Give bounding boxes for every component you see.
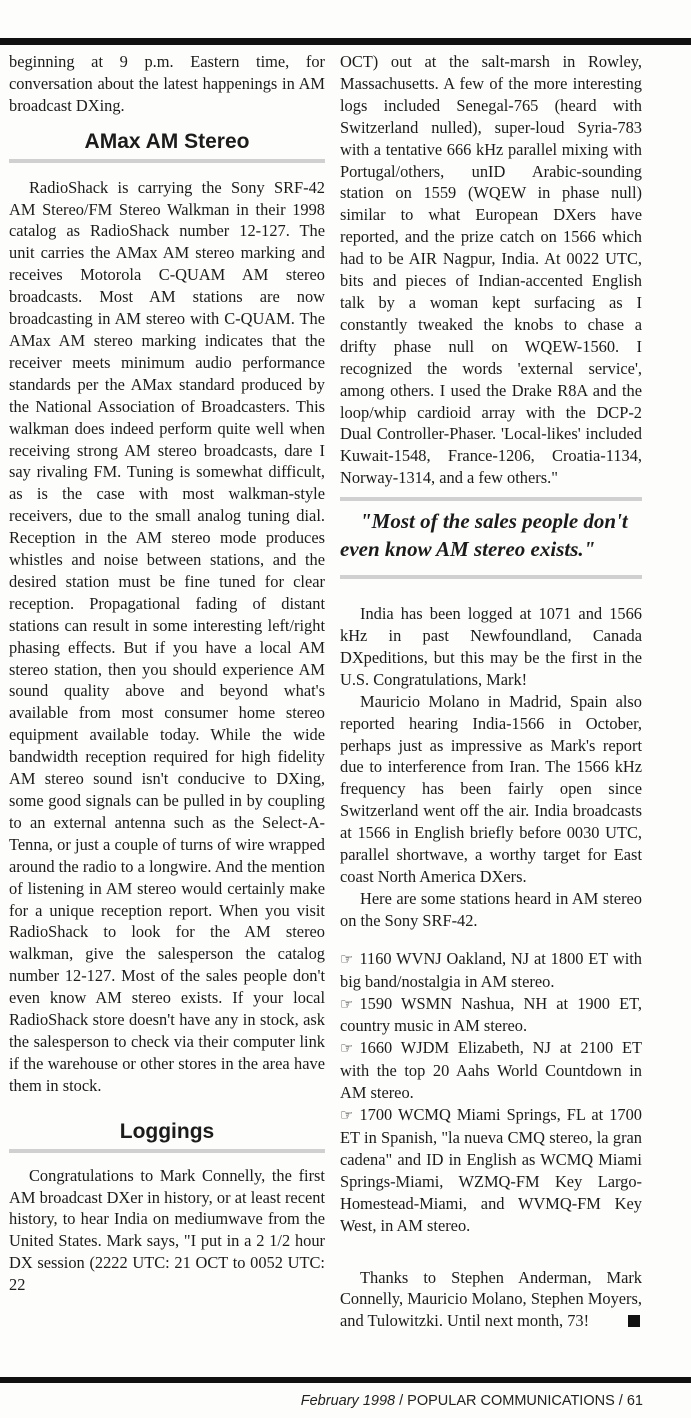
footer-issue-date: February 1998	[300, 1393, 396, 1409]
pull-quote: "Most of the sales people don't even know AM stereo exists."	[340, 509, 628, 562]
right-column	[340, 51, 642, 1332]
molano-paragraph: Mauricio Molano in Madrid, Spain also reported hearing India-1566 in October, perhaps just as impressive as Mark's report due to interference from Iran. The 1566 kHz frequency has been fairly open since Switzerland went off the air. India broadcasts at 1566 in English briefly before 0030 UTC, parallel shortwave, a worthy target for East coast North America DXers.	[340, 691, 642, 886]
footer-publication: POPULAR COMMUNICATIONS	[407, 1393, 615, 1409]
top-rule	[0, 38, 691, 45]
station-item: ☞ 1660 WJDM Elizabeth, NJ at 2100 ET with the top 20 Aahs World Countdown in AM stereo.	[340, 1038, 642, 1103]
heading-underline	[9, 1149, 325, 1153]
pull-quote-bottom-rule	[340, 575, 642, 579]
india-paragraph: India has been logged at 1071 and 1566 kHz in past Newfoundland, Canada DXpeditions, but this may be the first in the U.S. Congratulations, Mark!	[340, 604, 642, 689]
heading-loggings: Loggings	[119, 1119, 215, 1143]
loggings-paragraph: Congratulations to Mark Connelly, the first AM broadcast DXer in history, or at least recent history, to hear India on mediumwave from the United States. Mark says, "I put in a 2 1/2 hour DX session (2222 UTC: 21 OCT to 0052 UTC: 22	[9, 1165, 325, 1295]
heading-amax-am-stereo: AMax AM Stereo	[84, 129, 250, 153]
black-square-icon	[628, 1315, 640, 1327]
intro-paragraph: beginning at 9 p.m. Eastern time, for conversation about the latest happenings in AM broadcast DXing.	[9, 52, 325, 115]
station-item: ☞ 1590 WSMN Nashua, NH at 1900 ET, country music in AM stereo.	[340, 993, 642, 1036]
footer-page-number: 61	[626, 1393, 643, 1409]
pointing-hand-icon: ☞	[340, 949, 354, 968]
left-column	[9, 51, 325, 1296]
bottom-rule	[0, 1377, 691, 1383]
pointing-hand-icon: ☞	[340, 1039, 354, 1058]
stations-intro-paragraph: Here are some stations heard in AM stereo on the Sony SRF-42.	[340, 888, 642, 930]
station-item: ☞ 1700 WCMQ Miami Springs, FL at 1700 ET in Spanish, "la nueva CMQ stereo, la gran cadena" and ID in English as WCMQ Miami Springs-Miami, WZMQ-FM Key Largo-Homestead-Miami, and WVMQ-FM Key West, in AM stereo.	[340, 1105, 642, 1235]
pull-quote-top-rule	[340, 497, 642, 501]
pointing-hand-icon: ☞	[340, 1106, 354, 1125]
amax-section-paragraph: RadioShack is carrying the Sony SRF-42 AM Stereo/FM Stereo Walkman in their 1998 catalog as RadioShack number 12-127. The unit carries the AMax AM stereo marking and receives Motorola C-QUAM AM stereo broadcasts. Most AM stations are now broadcasting in AM stereo with C-QUAM. The AMax AM stereo marking indicates that the receiver meets minimum audio performance standards per the AMax standard produced by the National Association of Broadcasters. This walkman does indeed perform quite well when receiving strong AM stereo broadcasts, dare I say rivaling FM. Tuning is somewhat difficult, as is the case with most walkman-style receivers, due to the small analog tuning dial. Reception in the AM stereo mode produces whistles and noise between stations, and the desired station must be fine tuned for clear reception. Propagational fading of distant stations can result in some interesting left/right phasing effects. But if you have a local AM stereo station, then you should experience AM sound quality above and beyond what's available from most consumer home stereo equipment available today. While the wide bandwidth reception required for high fidelity AM stereo sound isn't conducive to DXing, some good signals can be pulled in by coupling to an external antenna such as the Select-A-Tenna, or just a couple of turns of wire wrapped around the radio to a longwire. And the mention of listening in AM stereo would certainly make for a unique reception report. When you visit RadioShack to look for the AM stereo walkman, give the salesperson the catalog number 12-127. Most of the sales people don't even know AM stereo exists. If your local RadioShack store doesn't have any in stock, ask the salesperson to check via their computer link if the warehouse or other stores in the area have them in stock.	[9, 177, 325, 1095]
thanks-paragraph: Thanks to Stephen Anderman, Mark Connelly, Mauricio Molano, Stephen Moyers, and Tulowitzki. Until next month, 73!	[340, 1267, 642, 1331]
pointing-hand-icon: ☞	[340, 994, 354, 1013]
loggings-continuation: OCT) out at the salt-marsh in Rowley, Massachusetts. A few of the more interesting logs included Senegal-765 (heard with Switzerland nulled), super-loud Syria-783 with a tentative 666 kHz parallel mixing with Portugal/others, unID Arabic-sounding station on 1559 (WQEW in phase null) similar to what European DXers have reported, and the prize catch on 1566 which had to be AIR Nagpur, India. At 0022 UTC, bits and pieces of Indian-accented English talk by a woman kept surfacing as I constantly tweaked the knobs to chase a drifty phase null on WQEW-1560. I recognized the words 'external service', among others. I used the Drake R8A and the loop/whip cardioid array with the DCP-2 Dual Controller-Phaser. 'Local-likes' included Kuwait-1548, France-1206, Croatia-1134, Norway-1314, and a few others."	[340, 52, 642, 488]
station-item: ☞ 1160 WVNJ Oakland, NJ at 1800 ET with big band/nostalgia in AM stereo.	[340, 948, 642, 991]
heading-underline	[9, 159, 325, 163]
page-footer: February 1998 / POPULAR COMMUNICATIONS / 61	[300, 1393, 643, 1409]
